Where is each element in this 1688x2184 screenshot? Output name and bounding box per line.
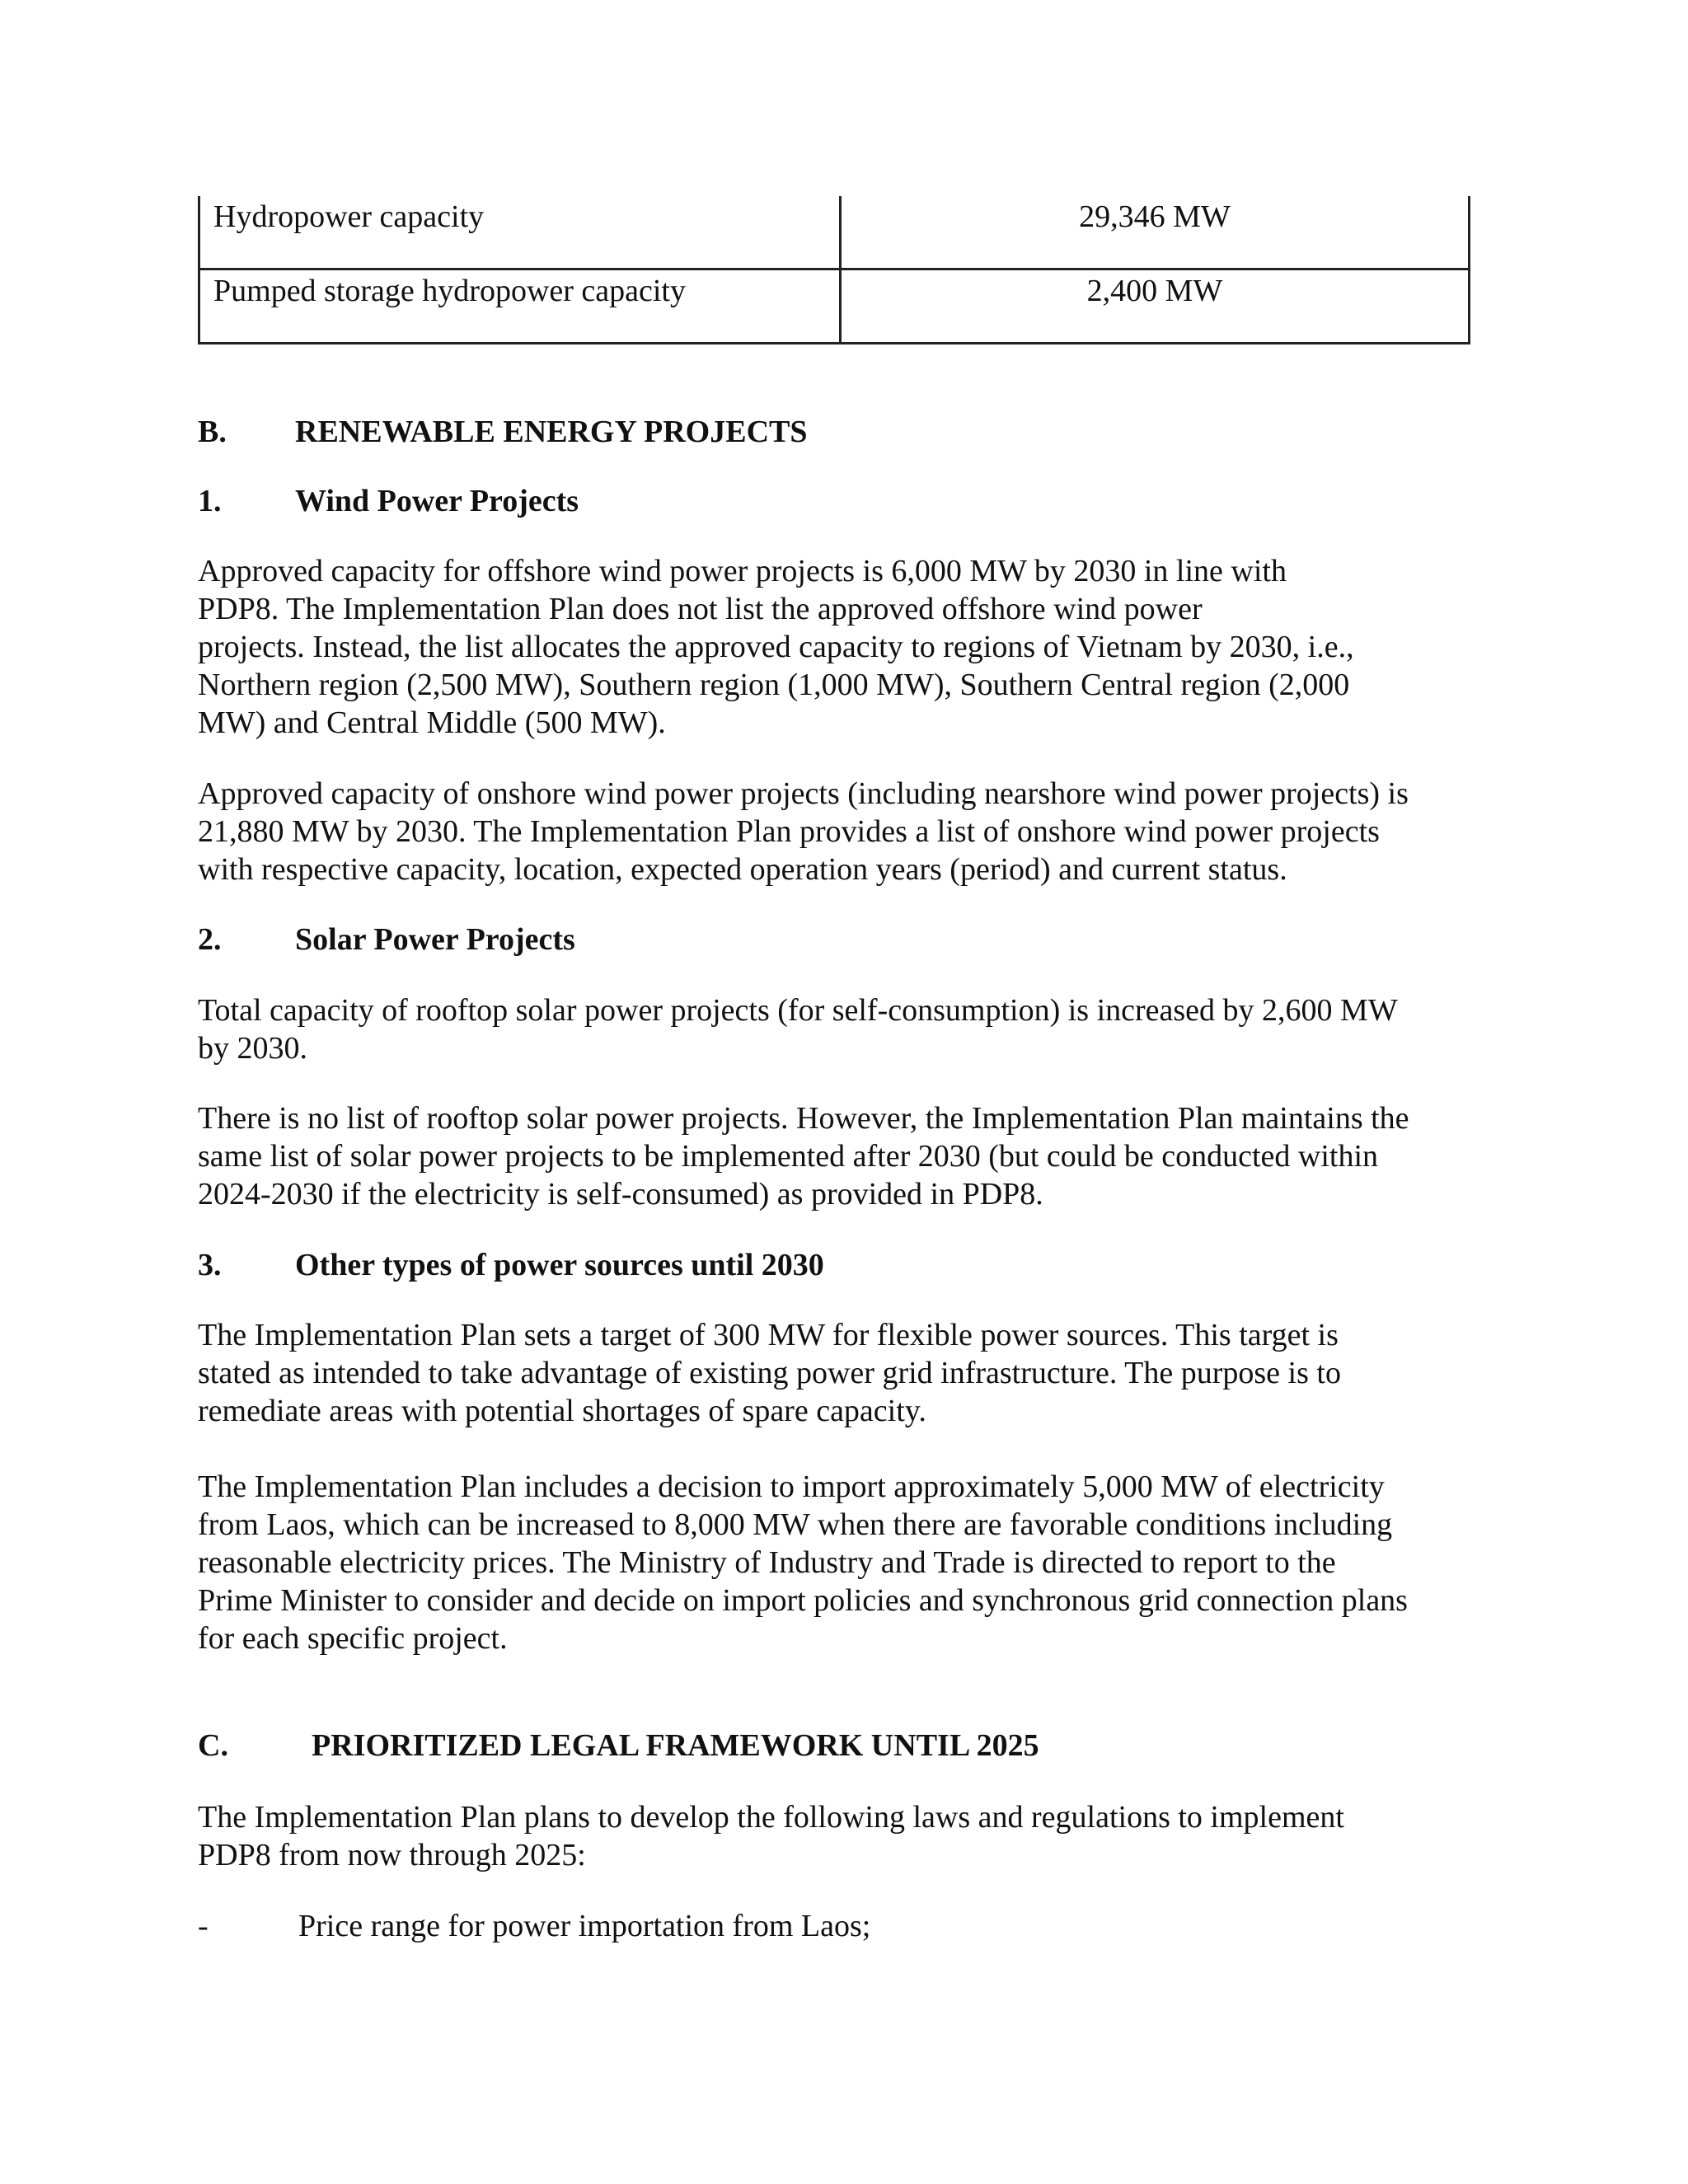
subsection-number: 3. [198,1248,222,1282]
text-line: There is no list of rooftop solar power projects. However, the Implementation Plan maintains the [198,1101,1409,1136]
other-paragraph-1 [198,1316,1484,1430]
text-line: 2024-2030 if the electricity is self-consumed) as provided in PDP8. [198,1177,1043,1212]
text-line: reasonable electricity prices. The Ministry of Industry and Trade is directed to report to the [198,1545,1336,1580]
text-line: The Implementation Plan sets a target of 300 MW for flexible power sources. This target is [198,1318,1339,1352]
text-line: PDP8. The Implementation Plan does not list the approved offshore wind power [198,592,1203,626]
other-paragraph-2 [198,1468,1484,1657]
subsection-title: Other types of power sources until 2030 [295,1248,824,1282]
list-item-text: Price range for power importation from Laos; [298,1909,871,1943]
bullet-dash: - [198,1909,209,1943]
section-letter: B. [198,415,227,449]
table-cell-label: Pumped storage hydropower capacity [199,269,841,344]
table-row [199,269,1470,344]
solar-paragraph-2 [198,1099,1484,1213]
solar-paragraph-1 [198,991,1484,1067]
text-line: Northern region (2,500 MW), Southern region (1,000 MW), Southern Central region (2,000 [198,668,1350,702]
section-b-heading [198,413,1484,451]
table-cell-label: Hydropower capacity [199,196,841,269]
subsection-solar-heading [198,921,1484,958]
table-row [199,196,1470,269]
legal-paragraph-1 [198,1798,1484,1874]
section-title: PRIORITIZED LEGAL FRAMEWORK UNTIL 2025 [312,1728,1039,1763]
text-line: by 2030. [198,1031,307,1066]
section-letter: C. [198,1728,228,1763]
text-line: PDP8 from now through 2025: [198,1838,586,1872]
text-line: Approved capacity of onshore wind power projects (including nearshore wind power projects) is [198,776,1409,811]
capacity-table [198,196,1470,344]
wind-paragraph-1 [198,552,1484,742]
subsection-title: Solar Power Projects [295,922,575,957]
table-cell-value: 29,346 MW [841,196,1470,269]
text-line: with respective capacity, location, expected operation years (period) and current status. [198,852,1287,887]
table-cell-value: 2,400 MW [841,269,1470,344]
text-line: remediate areas with potential shortages of spare capacity. [198,1394,926,1428]
text-line: 21,880 MW by 2030. The Implementation Plan provides a list of onshore wind power projects [198,814,1380,849]
section-c-heading [198,1727,1484,1765]
text-line: from Laos, which can be increased to 8,000 MW when there are favorable conditions including [198,1507,1393,1542]
wind-paragraph-2 [198,775,1484,888]
text-line: MW) and Central Middle (500 MW). [198,705,666,740]
subsection-title: Wind Power Projects [295,484,579,518]
text-line: for each specific project. [198,1621,508,1656]
text-line: projects. Instead, the list allocates the approved capacity to regions of Vietnam by 2030, i.e., [198,630,1354,664]
text-line: The Implementation Plan plans to develop the following laws and regulations to implement [198,1800,1344,1835]
section-title: RENEWABLE ENERGY PROJECTS [295,415,808,449]
text-line: The Implementation Plan includes a decision to import approximately 5,000 MW of electricity [198,1469,1385,1504]
subsection-wind-heading [198,482,1484,520]
text-line: Approved capacity for offshore wind power projects is 6,000 MW by 2030 in line with [198,554,1287,588]
list-item [198,1907,1484,1945]
text-line: Total capacity of rooftop solar power projects (for self-consumption) is increased by 2,600 MW [198,993,1398,1028]
subsection-number: 2. [198,922,222,957]
subsection-number: 1. [198,484,222,518]
subsection-other-heading [198,1246,1484,1284]
text-line: stated as intended to take advantage of existing power grid infrastructure. The purpose is to [198,1356,1341,1390]
text-line: same list of solar power projects to be implemented after 2030 (but could be conducted within [198,1139,1378,1174]
text-line: Prime Minister to consider and decide on import policies and synchronous grid connection plans [198,1583,1408,1618]
